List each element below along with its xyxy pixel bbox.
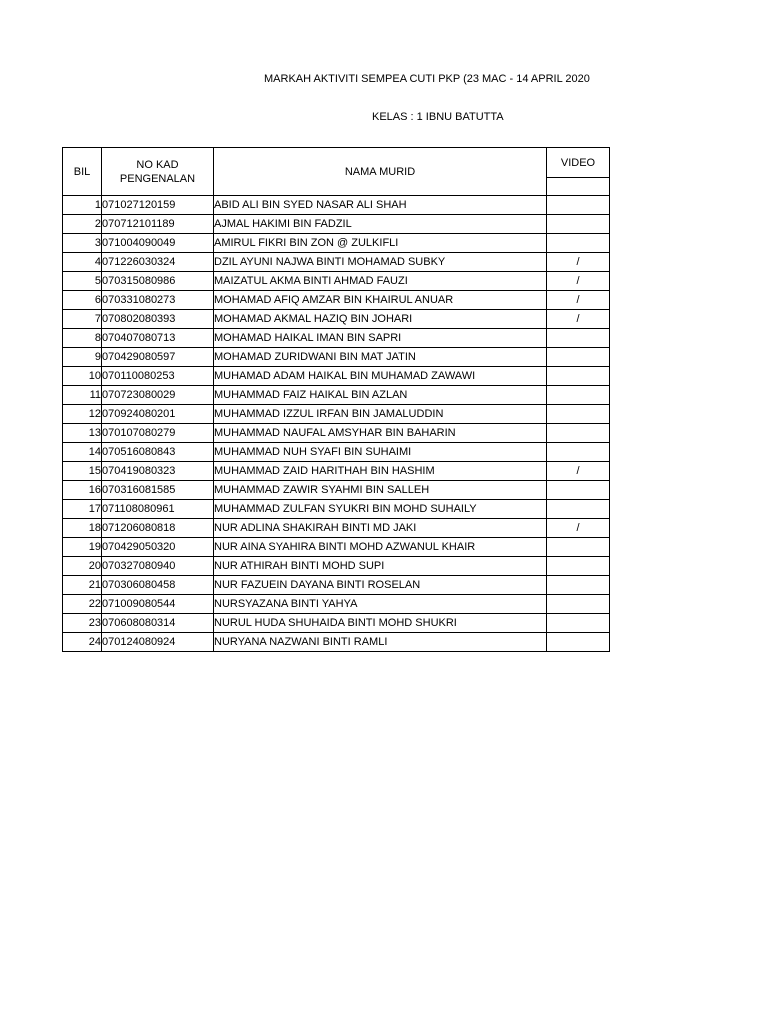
table-row	[63, 291, 610, 310]
video-mark-cell: /	[547, 519, 610, 538]
ic-number-cell: 070608080314	[102, 614, 214, 633]
table-row	[63, 500, 610, 519]
bil-cell: 14	[63, 443, 102, 462]
video-mark-cell	[547, 196, 610, 215]
video-mark-cell	[547, 481, 610, 500]
bil-cell: 8	[63, 329, 102, 348]
video-mark-cell	[547, 329, 610, 348]
table-row	[63, 253, 610, 272]
student-name-cell: MOHAMAD HAIKAL IMAN BIN SAPRI	[214, 329, 547, 348]
ic-number-cell: 070316081585	[102, 481, 214, 500]
video-mark-cell	[547, 405, 610, 424]
table-row	[63, 595, 610, 614]
ic-number-cell: 070419080323	[102, 462, 214, 481]
ic-number-cell: 070723080029	[102, 386, 214, 405]
bil-cell: 21	[63, 576, 102, 595]
bil-cell: 13	[63, 424, 102, 443]
ic-number-cell: 071206080818	[102, 519, 214, 538]
student-rows	[63, 196, 610, 652]
video-mark-cell: /	[547, 272, 610, 291]
bil-cell: 20	[63, 557, 102, 576]
bil-cell: 7	[63, 310, 102, 329]
ic-number-cell: 071226030324	[102, 253, 214, 272]
bil-cell: 23	[63, 614, 102, 633]
table-row	[63, 405, 610, 424]
student-name-cell: NUR FAZUEIN DAYANA BINTI ROSELAN	[214, 576, 547, 595]
ic-number-cell: 070407080713	[102, 329, 214, 348]
header-ic-line2: PENGENALAN	[119, 172, 196, 185]
table-row	[63, 272, 610, 291]
header-nama: NAMA MURID	[214, 148, 547, 196]
student-name-cell: MUHAMMAD ZULFAN SYUKRI BIN MOHD SUHAILY	[214, 500, 547, 519]
bil-cell: 22	[63, 595, 102, 614]
bil-cell: 17	[63, 500, 102, 519]
ic-number-cell: 070327080940	[102, 557, 214, 576]
ic-number-cell: 071009080544	[102, 595, 214, 614]
bil-cell: 6	[63, 291, 102, 310]
bil-cell: 2	[63, 215, 102, 234]
table-row	[63, 310, 610, 329]
table-row	[63, 443, 610, 462]
bil-cell: 12	[63, 405, 102, 424]
table-row	[63, 557, 610, 576]
student-name-cell: MUHAMAD ADAM HAIKAL BIN MUHAMAD ZAWAWI	[214, 367, 547, 386]
bil-cell: 15	[63, 462, 102, 481]
bil-cell: 3	[63, 234, 102, 253]
ic-number-cell: 070516080843	[102, 443, 214, 462]
video-mark-cell	[547, 614, 610, 633]
student-name-cell: MOHAMAD AKMAL HAZIQ BIN JOHARI	[214, 310, 547, 329]
ic-number-cell: 070429080597	[102, 348, 214, 367]
header-ic	[102, 148, 214, 196]
bil-cell: 1	[63, 196, 102, 215]
table-row	[63, 576, 610, 595]
ic-number-cell: 070110080253	[102, 367, 214, 386]
class-label: KELAS : 1 IBNU BATUTTA	[372, 111, 504, 123]
table-row	[63, 519, 610, 538]
ic-number-cell: 071108080961	[102, 500, 214, 519]
ic-number-cell: 071004090049	[102, 234, 214, 253]
table-row	[63, 234, 610, 253]
video-mark-cell: /	[547, 462, 610, 481]
ic-number-cell: 070315080986	[102, 272, 214, 291]
video-mark-cell	[547, 443, 610, 462]
ic-number-cell: 070331080273	[102, 291, 214, 310]
ic-number-cell: 071027120159	[102, 196, 214, 215]
video-mark-cell	[547, 595, 610, 614]
table-row	[63, 367, 610, 386]
table-row	[63, 633, 610, 652]
video-mark-cell	[547, 500, 610, 519]
ic-number-cell: 070712101189	[102, 215, 214, 234]
video-mark-cell: /	[547, 310, 610, 329]
bil-cell: 24	[63, 633, 102, 652]
ic-number-cell: 070924080201	[102, 405, 214, 424]
table-row	[63, 329, 610, 348]
bil-cell: 10	[63, 367, 102, 386]
ic-number-cell: 070124080924	[102, 633, 214, 652]
student-name-cell: MUHAMMAD FAIZ HAIKAL BIN AZLAN	[214, 386, 547, 405]
student-name-cell: NURSYAZANA BINTI YAHYA	[214, 595, 547, 614]
video-mark-cell	[547, 576, 610, 595]
ic-number-cell: 070107080279	[102, 424, 214, 443]
video-mark-cell	[547, 215, 610, 234]
bil-cell: 5	[63, 272, 102, 291]
student-name-cell: MOHAMAD AFIQ AMZAR BIN KHAIRUL ANUAR	[214, 291, 547, 310]
student-name-cell: AJMAL HAKIMI BIN FADZIL	[214, 215, 547, 234]
student-name-cell: MUHAMMAD NAUFAL AMSYHAR BIN BAHARIN	[214, 424, 547, 443]
sheet-title: MARKAH AKTIVITI SEMPEA CUTI PKP (23 MAC - 14 APRIL 2020	[264, 73, 590, 85]
student-name-cell: MUHAMMAD ZAWIR SYAHMI BIN SALLEH	[214, 481, 547, 500]
student-name-cell: ABID ALI BIN SYED NASAR ALI SHAH	[214, 196, 547, 215]
student-name-cell: AMIRUL FIKRI BIN ZON @ ZULKIFLI	[214, 234, 547, 253]
table-row	[63, 424, 610, 443]
table-row	[63, 196, 610, 215]
student-name-cell: DZIL AYUNI NAJWA BINTI MOHAMAD SUBKY	[214, 253, 547, 272]
video-mark-cell	[547, 386, 610, 405]
student-name-cell: MUHAMMAD IZZUL IRFAN BIN JAMALUDDIN	[214, 405, 547, 424]
student-name-cell: NURYANA NAZWANI BINTI RAMLI	[214, 633, 547, 652]
video-mark-cell: /	[547, 291, 610, 310]
video-mark-cell	[547, 367, 610, 386]
bil-cell: 4	[63, 253, 102, 272]
table-row	[63, 215, 610, 234]
student-name-cell: MUHAMMAD ZAID HARITHAH BIN HASHIM	[214, 462, 547, 481]
bil-cell: 19	[63, 538, 102, 557]
table-row	[63, 614, 610, 633]
ic-number-cell: 070429050320	[102, 538, 214, 557]
table-row	[63, 348, 610, 367]
header-bil: BIL	[63, 148, 102, 196]
student-name-cell: MOHAMAD ZURIDWANI BIN MAT JATIN	[214, 348, 547, 367]
student-name-cell: NUR ADLINA SHAKIRAH BINTI MD JAKI	[214, 519, 547, 538]
table-row	[63, 538, 610, 557]
student-name-cell: MUHAMMAD NUH SYAFI BIN SUHAIMI	[214, 443, 547, 462]
video-mark-cell	[547, 348, 610, 367]
student-score-table	[62, 147, 610, 652]
video-mark-cell: /	[547, 253, 610, 272]
ic-number-cell: 070802080393	[102, 310, 214, 329]
bil-cell: 18	[63, 519, 102, 538]
video-mark-cell	[547, 538, 610, 557]
table-row	[63, 481, 610, 500]
bil-cell: 16	[63, 481, 102, 500]
table-row	[63, 462, 610, 481]
student-name-cell: NURUL HUDA SHUHAIDA BINTI MOHD SHUKRI	[214, 614, 547, 633]
bil-cell: 11	[63, 386, 102, 405]
video-mark-cell	[547, 633, 610, 652]
student-name-cell: NUR AINA SYAHIRA BINTI MOHD AZWANUL KHAIR	[214, 538, 547, 557]
ic-number-cell: 070306080458	[102, 576, 214, 595]
video-mark-cell	[547, 424, 610, 443]
header-ic-line1: NO KAD	[136, 158, 179, 171]
student-name-cell: NUR ATHIRAH BINTI MOHD SUPI	[214, 557, 547, 576]
video-mark-cell	[547, 557, 610, 576]
bil-cell: 9	[63, 348, 102, 367]
student-name-cell: MAIZATUL AKMA BINTI AHMAD FAUZI	[214, 272, 547, 291]
header-video-gap	[547, 178, 610, 196]
header-video: VIDEO	[547, 148, 610, 178]
video-mark-cell	[547, 234, 610, 253]
table-row	[63, 386, 610, 405]
